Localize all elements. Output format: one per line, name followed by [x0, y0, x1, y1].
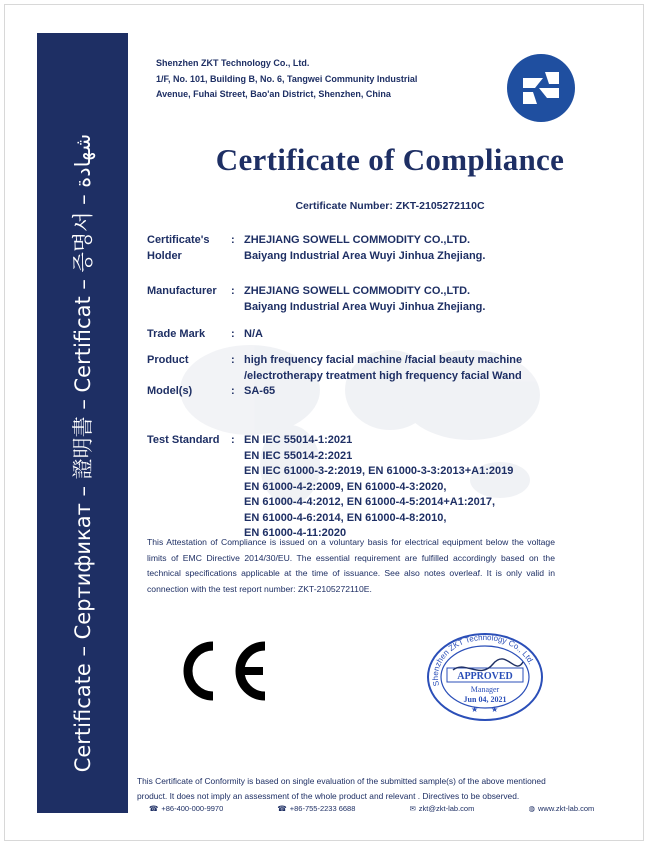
- stamp-ring-text: Shenzhen ZKT Technology Co., Ltd.: [430, 632, 536, 688]
- stamp-role: Manager: [470, 685, 500, 694]
- standard-line: EN 61000-4-11:2020: [244, 527, 347, 539]
- models-value: SA-65: [244, 385, 276, 397]
- footer-note: [137, 774, 587, 804]
- sidebar-band: [37, 33, 128, 813]
- contact-bar: [149, 804, 595, 814]
- phone-icon: ☎: [277, 804, 287, 813]
- models-label: Model(s): [147, 385, 193, 397]
- holder-label: Certificate's Holder: [147, 234, 210, 262]
- ce-mark-icon: [173, 640, 273, 702]
- standard-line: EN IEC 61000-3-2:2019, EN 61000-3-3:2013+A1:2019: [244, 465, 514, 477]
- attestation-paragraph: This Attestation of Compliance is issued on a voluntary basis for electrical equipment below the voltage limits of EMC Directive 2014/30/EU. The essential requirement are fulfilled accordingly based on the technical specifications applicable at the time of issuance. See also notes overleaf. It is only valid in connection with the test report number: ZKT-2105272110E.: [147, 537, 555, 594]
- manufacturer-label: Manufacturer: [147, 285, 217, 297]
- email-contact: ✉ zkt@zkt-lab.com: [409, 804, 475, 813]
- stamp-status: APPROVED: [457, 671, 513, 682]
- standard-line: EN IEC 55014-1:2021: [244, 434, 353, 446]
- svg-text:★: ★: [471, 705, 479, 714]
- issuer-name: Shenzhen ZKT Technology Co., Ltd.: [156, 58, 310, 68]
- standard-line: EN IEC 55014-2:2021: [244, 449, 353, 462]
- issuer-address-line1: 1/F, No. 101, Building B, No. 6, Tangwei Community Industrial: [156, 73, 418, 84]
- page-title: Certificate of Compliance: [215, 142, 565, 177]
- manufacturer-value: ZHEJIANG SOWELL COMMODITY CO.,LTD. Baiyang Industrial Area Wuyi Jinhua Zhejiang.: [244, 285, 486, 313]
- test-standard-label: Test Standard: [147, 434, 220, 446]
- zkt-logo-icon: [505, 52, 577, 124]
- svg-text:★: ★: [491, 705, 499, 714]
- holder-colon: :: [231, 234, 235, 246]
- trade-mark-colon: :: [231, 328, 235, 340]
- standard-line: EN 61000-4-6:2014, EN 61000-4-8:2010,: [244, 511, 447, 524]
- stamp-date: Jun 04, 2021: [463, 695, 507, 704]
- footer-note-line2: product. It does not imply an assessment of the whole product and relevant . Directives to be observed.: [137, 791, 520, 801]
- trade-mark-value: N/A: [244, 328, 263, 340]
- product-label: Product: [147, 354, 189, 366]
- standard-line: EN 61000-4-4:2012, EN 61000-4-5:2014+A1:2017,: [244, 496, 496, 508]
- test-standard-value: [244, 433, 564, 542]
- trade-mark-label: Trade Mark: [147, 328, 206, 340]
- phone-contact-2: ☎ +86-755-2233 6688: [277, 804, 356, 813]
- models-colon: :: [231, 385, 235, 397]
- email-icon: ✉: [409, 804, 416, 813]
- website-contact: ◍ www.zkt-lab.com: [528, 804, 595, 813]
- standard-line: EN 61000-4-2:2009, EN 61000-4-3:2020,: [244, 480, 447, 493]
- product-value: high frequency facial machine /facial beauty machine /electrotherapy treatment high frequency facial Wand: [244, 354, 523, 382]
- manufacturer-colon: :: [231, 285, 235, 297]
- issuer-block: [156, 56, 417, 103]
- holder-value: ZHEJIANG SOWELL COMMODITY CO.,LTD. Baiyang Industrial Area Wuyi Jinhua Zhejiang.: [244, 234, 486, 262]
- sidebar-multilingual-text: Certificate – Сертификат – 證明書 – Certificat – 증명서 – شهادة: [71, 133, 95, 773]
- footer-note-line1: This Certificate of Conformity is based on single evaluation of the submitted sample(s) of the above mentioned: [137, 776, 546, 786]
- test-standard-colon: :: [231, 434, 235, 446]
- product-colon: :: [231, 354, 235, 366]
- issuer-address-line2: Avenue, Fuhai Street, Bao'an District, Shenzhen, China: [156, 89, 391, 99]
- approval-stamp-icon: [425, 632, 545, 722]
- phone-contact-1: ☎ +86-400-000-9970: [149, 804, 224, 813]
- phone-icon: ☎: [149, 804, 159, 813]
- globe-icon: ◍: [528, 804, 535, 813]
- certificate-number: Certificate Number: ZKT-2105272110C: [295, 200, 485, 212]
